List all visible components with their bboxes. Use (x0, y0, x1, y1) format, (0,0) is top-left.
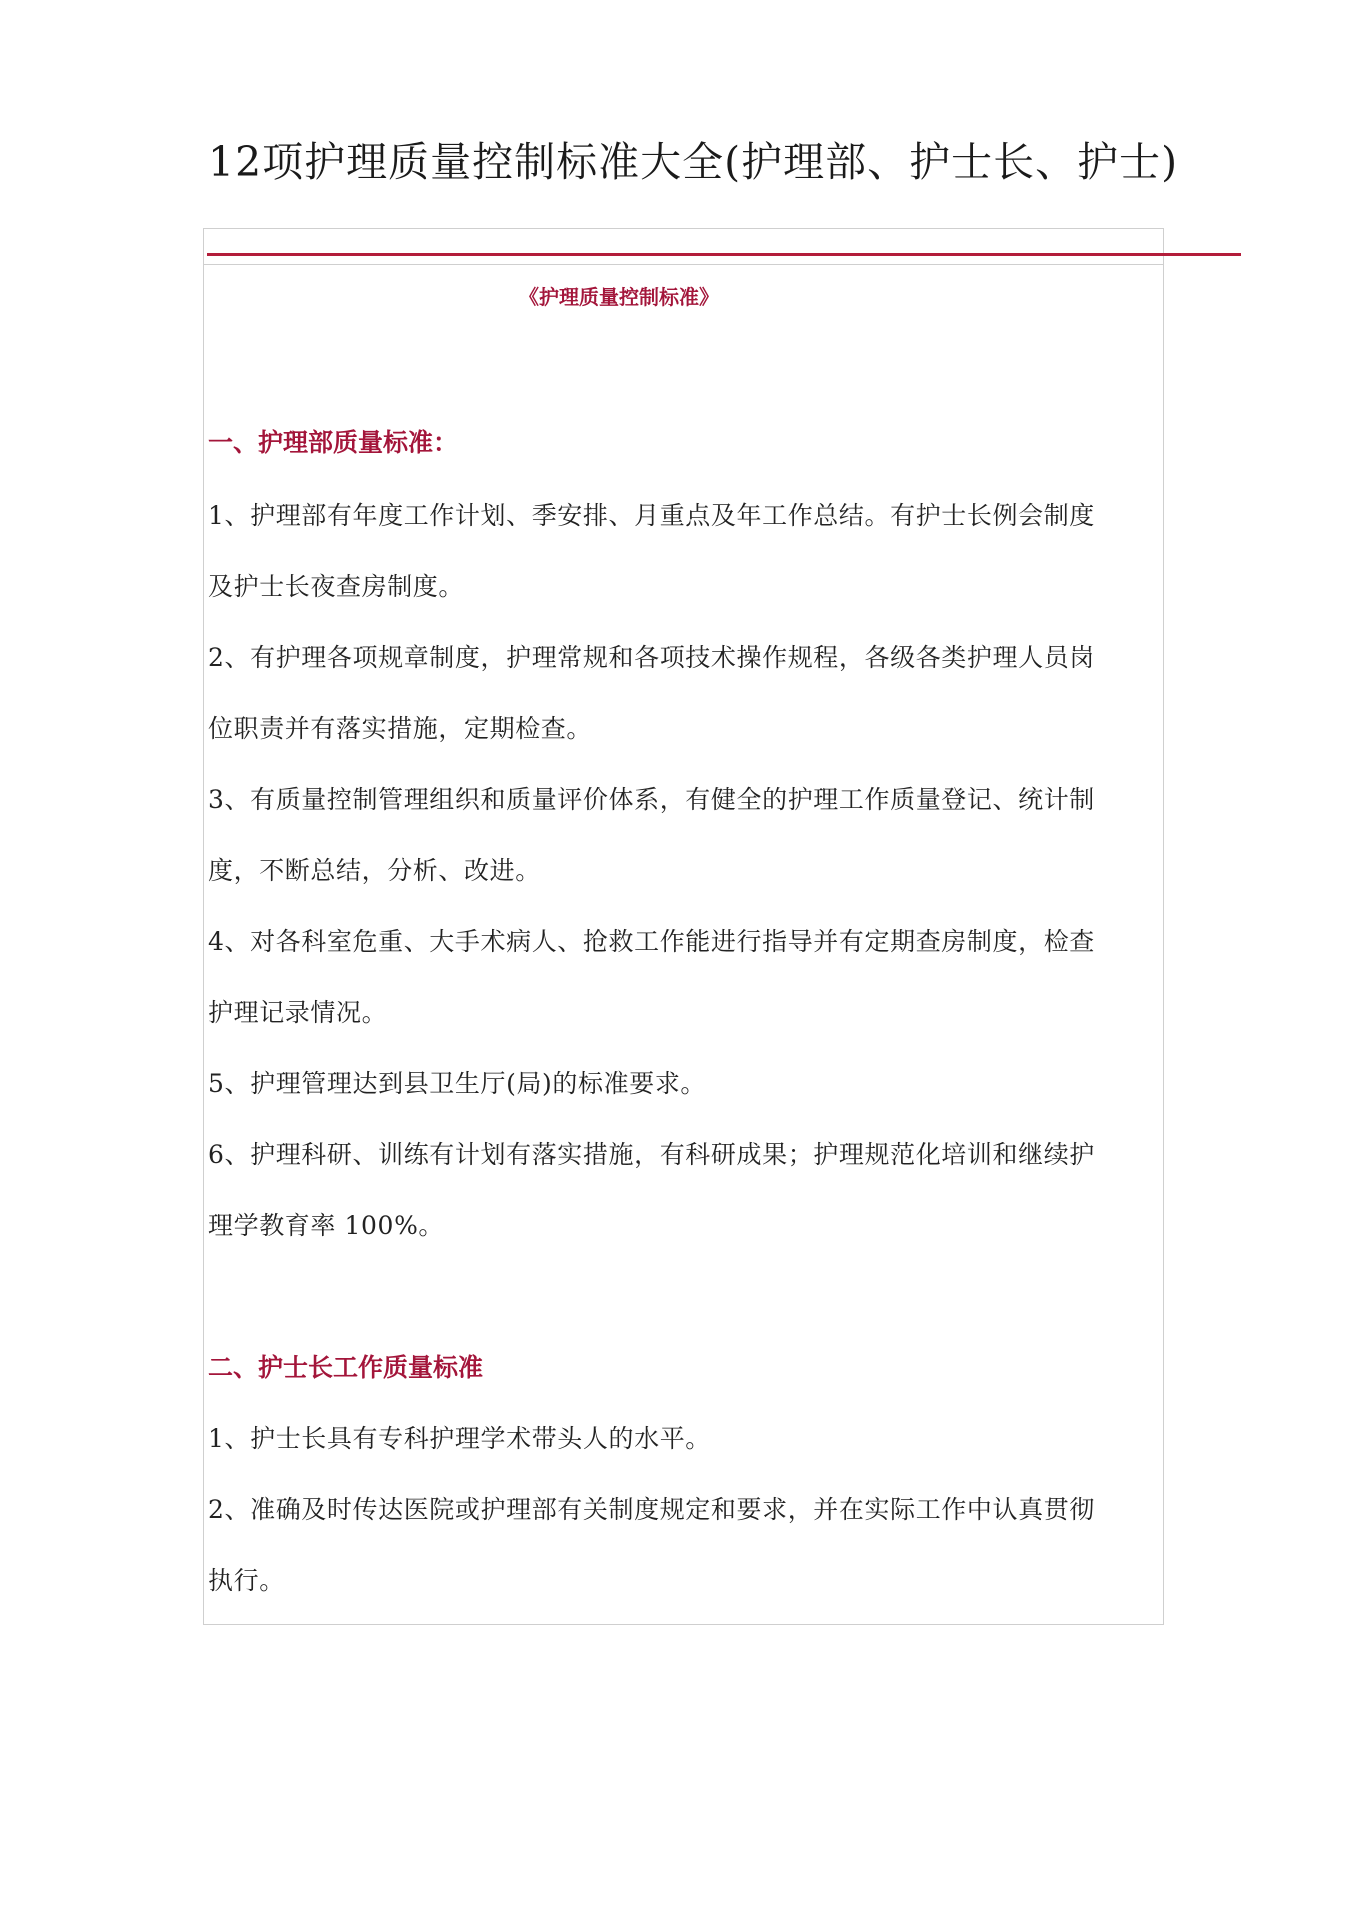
list-item (208, 764, 1163, 906)
list-item-line: 5、护理管理达到县卫生厅(局)的标准要求。 (208, 1069, 707, 1098)
section-heading-nursing-dept: 一、护理部质量标准： (208, 428, 459, 457)
list-item-line: 2、有护理各项规章制度，护理常规和各项技术操作规程，各级各类护理人员岗 (208, 643, 1095, 672)
list-item-line: 6、护理科研、训练有计划有落实措施，有科研成果；护理规范化培训和继续护 (208, 1140, 1095, 1169)
red-divider-rule (207, 253, 1241, 256)
list-item (208, 480, 1163, 622)
section-heading-head-nurse: 二、护士长工作质量标准 (208, 1353, 484, 1382)
list-item-line: 位职责并有落实措施，定期检查。 (208, 714, 593, 743)
list-item-line: 3、有质量控制管理组织和质量评价体系，有健全的护理工作质量登记、统计制 (208, 785, 1095, 814)
list-item (208, 1048, 1163, 1119)
document-subtitle: 《护理质量控制标准》 (519, 285, 719, 309)
list-item-line: 度，不断总结，分析、改进。 (208, 856, 541, 885)
list-item-line: 2、准确及时传达医院或护理部有关制度规定和要求，并在实际工作中认真贯彻 (208, 1495, 1095, 1524)
list-item (208, 1403, 1163, 1474)
list-item (208, 1119, 1163, 1261)
list-item (208, 622, 1163, 764)
list-item (208, 906, 1163, 1048)
list-item-line: 理学教育率 100%。 (208, 1211, 445, 1240)
list-item-line: 4、对各科室危重、大手术病人、抢救工作能进行指导并有定期查房制度，检查 (208, 927, 1095, 956)
document-title: 12项护理质量控制标准大全(护理部、护士长、护士) (208, 138, 1179, 186)
list-item (208, 1474, 1163, 1616)
list-item-line: 护理记录情况。 (208, 998, 388, 1027)
list-item-line: 1、护士长具有专科护理学术带头人的水平。 (208, 1424, 711, 1453)
list-item-line: 及护士长夜查房制度。 (208, 572, 465, 601)
list-item-line: 1、护理部有年度工作计划、季安排、月重点及年工作总结。有护士长例会制度 (208, 501, 1095, 530)
frame-divider (203, 264, 1164, 265)
list-item-line: 执行。 (208, 1566, 285, 1595)
